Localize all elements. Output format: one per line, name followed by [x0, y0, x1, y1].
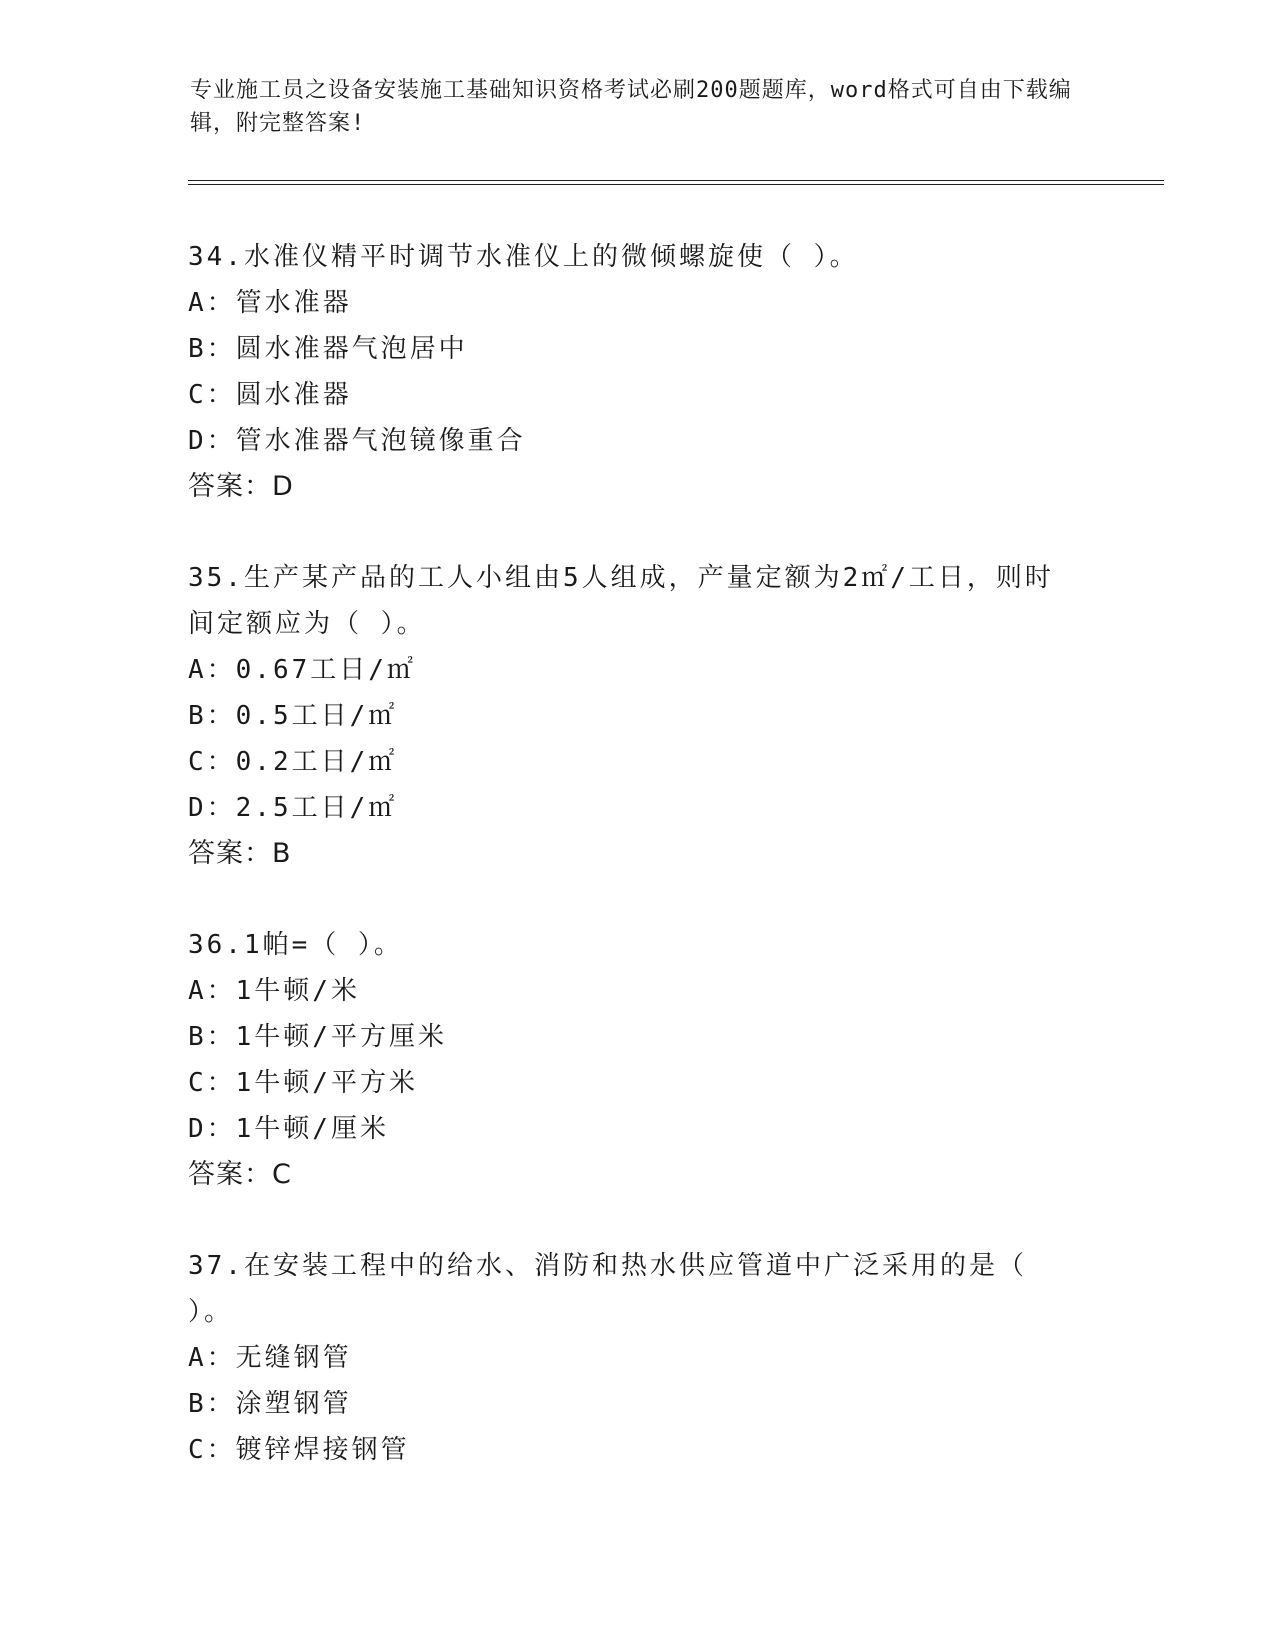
question-35 [188, 555, 1088, 877]
question-text: 37.在安装工程中的给水、消防和热水供应管道中广泛采用的是（ ）。 [188, 1251, 1046, 1327]
option-a: A：1牛顿/米 [188, 976, 360, 1006]
header-divider [188, 180, 1164, 185]
option-a: A：无缝钢管 [188, 1343, 352, 1373]
option-a: A：管水准器 [188, 288, 352, 318]
option-b: B：1牛顿/平方厘米 [188, 1022, 447, 1052]
question-36 [188, 922, 1088, 1198]
question-text: 36.1帕=（ ）。 [188, 930, 403, 960]
question-text: 35.生产某产品的工人小组由5人组成，产量定额为2㎡/工日，则时间定额应为（ ）。 [188, 563, 1054, 639]
option-b: B：圆水准器气泡居中 [188, 334, 468, 364]
option-d: D：1牛顿/厘米 [188, 1114, 389, 1144]
answer: 答案：D [188, 471, 294, 502]
option-c: C：0.2工日/㎡ [188, 747, 398, 777]
option-c: C：圆水准器 [188, 380, 352, 410]
document-header: 专业施工员之设备安装施工基础知识资格考试必刷200题题库，word格式可自由下载编辑，附完整答案! [190, 78, 1072, 136]
question-text: 34.水准仪精平时调节水准仪上的微倾螺旋使（ ）。 [188, 242, 859, 272]
option-b: B：涂塑钢管 [188, 1389, 352, 1419]
answer: 答案：B [188, 838, 292, 869]
option-d: D：2.5工日/㎡ [188, 793, 398, 823]
question-37 [188, 1243, 1088, 1473]
question-list [188, 234, 1088, 1518]
answer: 答案：C [188, 1159, 292, 1190]
question-34 [188, 234, 1088, 510]
option-c: C：镀锌焊接钢管 [188, 1435, 410, 1465]
option-c: C：1牛顿/平方米 [188, 1068, 418, 1098]
option-d: D：管水准器气泡镜像重合 [188, 426, 526, 456]
option-b: B：0.5工日/㎡ [188, 701, 398, 731]
option-a: A：0.67工日/㎡ [188, 655, 416, 685]
